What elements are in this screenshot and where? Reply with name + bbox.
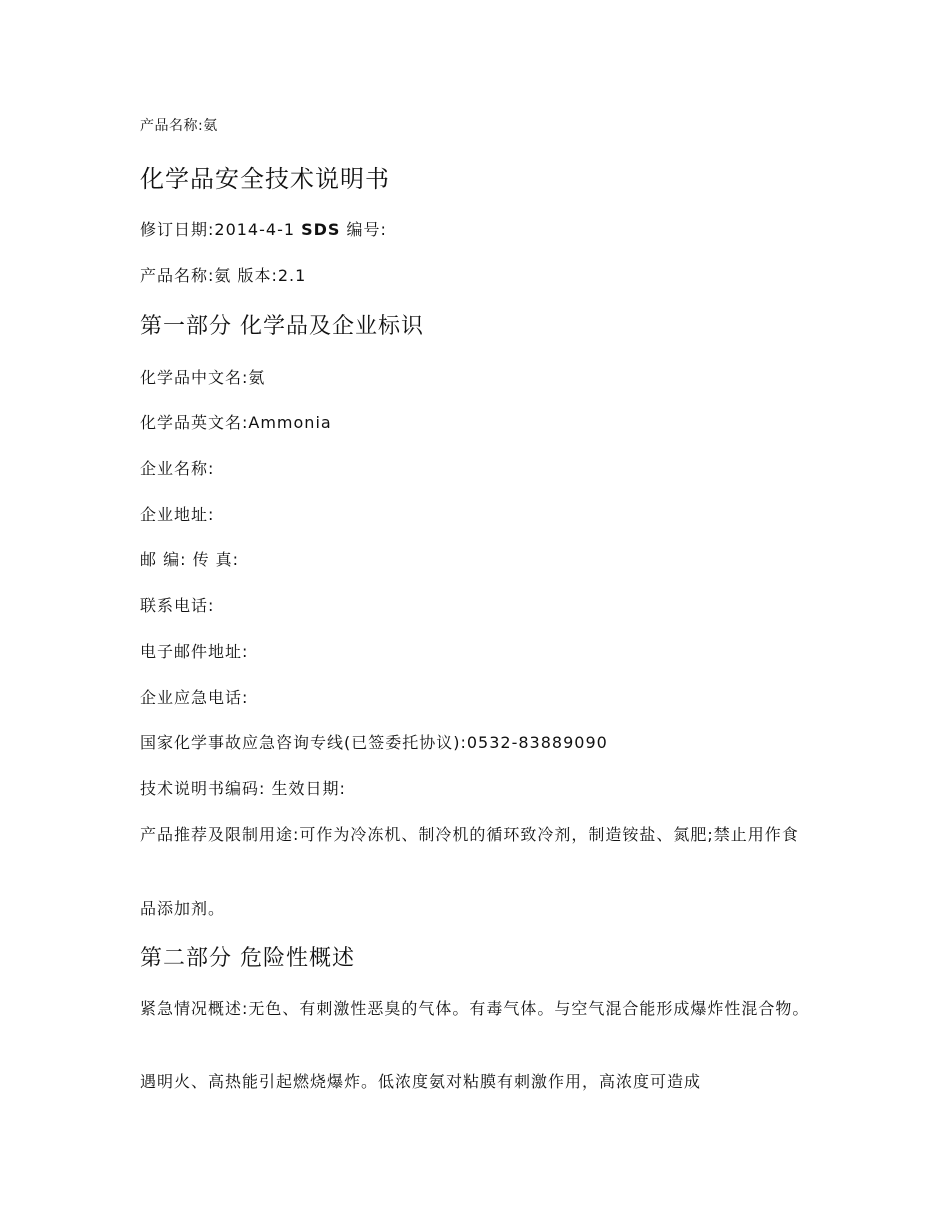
sds-number: 编号:: [346, 220, 387, 239]
header-product-name: 产品名称:氨: [140, 118, 218, 134]
national-hotline: 国家化学事故应急咨询专线(已签委托协议):0532-83889090: [140, 733, 608, 752]
postcode-fax: 邮 编: 传 真:: [140, 550, 240, 569]
emergency-phone: 企业应急电话:: [140, 688, 249, 707]
company-address: 企业地址:: [140, 505, 215, 524]
document-title: 化学品安全技术说明书: [140, 165, 390, 193]
section2-heading: 第二部分 危险性概述: [140, 946, 355, 971]
revision-line: [140, 220, 387, 240]
revision-date: 修订日期:2014-4-1: [140, 220, 296, 239]
email-address: 电子邮件地址:: [140, 642, 249, 661]
code-effective-date: 技术说明书编码: 生效日期:: [140, 779, 346, 798]
hazard-text: 遇明火、高热能引起燃烧爆炸。低浓度氨对粘膜有刺激作用，高浓度可造成: [140, 1072, 702, 1091]
emergency-overview: 紧急情况概述:无色、有刺激性恶臭的气体。有毒气体。与空气混合能形成爆炸性混合物。: [140, 999, 810, 1018]
recommended-usage: 产品推荐及限制用途:可作为冷冻机、制冷机的循环致冷剂，制造铵盐、氮肥;禁止用作食: [140, 825, 799, 844]
sds-label: SDS: [301, 220, 341, 239]
recommended-usage-continued: 品添加剂。: [140, 899, 226, 918]
product-version: 产品名称:氨 版本:2.1: [140, 266, 307, 285]
section1-heading: 第一部分 化学品及企业标识: [140, 314, 424, 339]
company-name: 企业名称:: [140, 459, 215, 478]
contact-phone: 联系电话:: [140, 596, 215, 615]
chemical-cn-name: 化学品中文名:氨: [140, 368, 266, 387]
chemical-en-name: 化学品英文名:Ammonia: [140, 413, 332, 432]
